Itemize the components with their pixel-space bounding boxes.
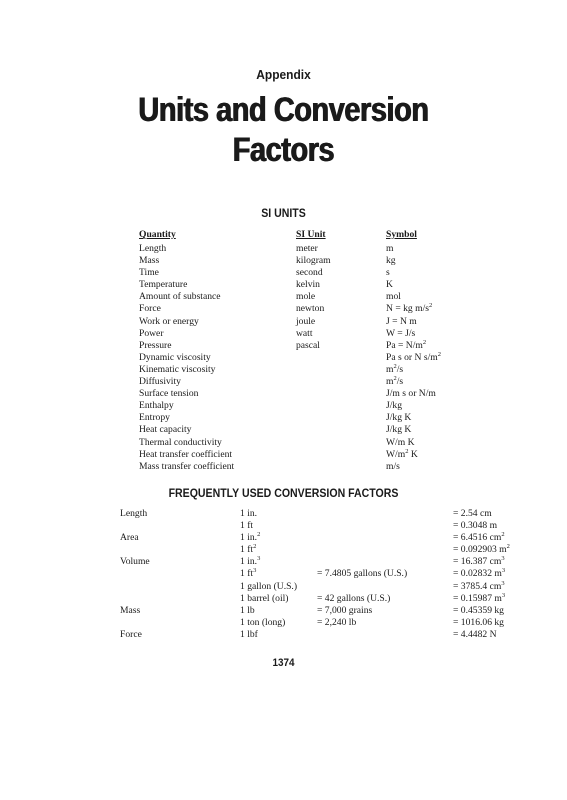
result-text: = 0.092903 m	[453, 544, 507, 556]
quantity-cell: Thermal conductivity	[139, 436, 222, 448]
si-table-header	[0, 229, 567, 243]
quantity-cell: Area	[120, 532, 139, 544]
symbol-cell	[386, 424, 411, 436]
result-exponent: 3	[501, 567, 506, 575]
result-text: = 16.387 cm	[453, 556, 502, 568]
table-row	[0, 400, 567, 412]
unit-exponent: 2	[257, 531, 261, 539]
table-row	[0, 532, 567, 544]
table-row	[0, 568, 567, 580]
si-unit-cell: watt	[296, 327, 313, 339]
unit-exponent: 2	[253, 543, 257, 551]
table-row	[0, 340, 567, 352]
result-exponent: 3	[501, 591, 506, 599]
quantity-cell: Pressure	[139, 339, 172, 351]
symbol-text: m	[386, 243, 394, 254]
unit-cell	[240, 532, 260, 544]
unit-cell	[240, 556, 260, 568]
quantity-cell: Mass transfer coefficient	[139, 460, 235, 472]
si-units-table	[0, 229, 567, 473]
table-row	[0, 328, 567, 340]
unit-cell	[240, 629, 258, 641]
quantity-cell: Amount of substance	[139, 291, 221, 303]
equivalent-cell: = 7,000 grains	[317, 604, 373, 616]
table-row	[0, 352, 567, 364]
table-row	[0, 449, 567, 461]
table-row	[0, 508, 567, 520]
table-row	[0, 593, 567, 605]
symbol-exponent: 2	[393, 375, 397, 383]
result-text: = 0.02832 m	[453, 568, 502, 580]
result-cell	[453, 629, 497, 641]
quantity-cell: Heat capacity	[139, 424, 192, 436]
si-unit-cell: kelvin	[296, 279, 320, 291]
page-number: 1374	[272, 657, 295, 669]
symbol-text: s	[386, 267, 390, 279]
symbol-text: Pa s or N s/m	[386, 351, 438, 363]
quantity-cell: Length	[120, 508, 148, 519]
table-row	[0, 388, 567, 400]
quantity-cell: Work or energy	[139, 315, 199, 327]
si-unit-cell: kilogram	[296, 255, 331, 267]
table-row	[0, 424, 567, 436]
result-exponent: 2	[501, 531, 505, 539]
quantity-cell: Force	[139, 303, 161, 315]
result-text: = 3785.4 cm	[453, 580, 502, 592]
unit-cell	[240, 581, 297, 593]
result-cell	[453, 605, 504, 617]
result-text: = 2.54 cm	[453, 508, 492, 519]
header-symbol: Symbol	[386, 229, 417, 240]
quantity-cell: Enthalpy	[139, 400, 174, 412]
result-text: = 1016.06 kg	[453, 616, 504, 628]
result-cell	[453, 556, 505, 568]
result-text: = 6.4516 cm	[453, 532, 502, 544]
symbol-exponent: 2	[422, 338, 427, 346]
symbol-text: Pa = N/m	[386, 339, 423, 351]
result-text: = 0.15987 m	[453, 592, 502, 604]
result-exponent: 3	[501, 555, 505, 563]
quantity-cell: Surface tension	[139, 388, 199, 400]
quantity-cell: Mass	[139, 255, 160, 267]
unit-exponent: 3	[257, 555, 261, 563]
symbol-cell	[386, 255, 396, 267]
table-row	[0, 279, 567, 291]
quantity-cell: Mass	[120, 604, 141, 616]
unit-cell	[240, 520, 253, 532]
symbol-text: kg	[386, 255, 396, 267]
unit-exponent: 3	[253, 567, 257, 575]
unit-text: 1 in.	[240, 556, 258, 568]
quantity-cell: Temperature	[139, 279, 188, 291]
quantity-cell: Entropy	[139, 412, 170, 424]
quantity-cell: Dynamic viscosity	[139, 351, 211, 363]
symbol-exponent: 2	[393, 362, 397, 370]
table-row	[0, 412, 567, 424]
si-unit-cell: newton	[296, 303, 325, 315]
table-row	[0, 255, 567, 267]
title-line-1: Units and Conversion	[138, 91, 429, 129]
unit-text: 1 in.	[240, 532, 258, 544]
symbol-cell	[386, 279, 393, 291]
table-row	[0, 581, 567, 593]
table-row	[0, 376, 567, 388]
quantity-cell: Kinematic viscosity	[139, 363, 216, 375]
symbol-text: W = J/s	[386, 327, 416, 339]
quantity-cell: Heat transfer coefficient	[139, 448, 233, 460]
symbol-text: m	[386, 376, 394, 388]
symbol-cell	[386, 388, 436, 400]
symbol-cell	[386, 291, 401, 303]
quantity-cell: Time	[139, 267, 159, 279]
symbol-suffix: /s	[396, 363, 404, 375]
appendix-label: Appendix	[256, 67, 311, 82]
result-exponent: 3	[501, 579, 505, 587]
si-units-heading: SI UNITS	[261, 206, 306, 220]
result-text: = 0.3048 m	[453, 520, 498, 532]
symbol-text: J/kg K	[386, 424, 412, 436]
quantity-cell: Volume	[120, 556, 150, 568]
symbol-suffix: K	[408, 448, 418, 460]
symbol-cell	[386, 412, 411, 424]
unit-text: 1 lbf	[240, 628, 258, 640]
si-unit-cell: mole	[296, 291, 316, 303]
unit-cell	[240, 508, 257, 520]
table-row	[0, 243, 567, 255]
quantity-cell: Power	[139, 327, 164, 339]
result-exponent: 2	[506, 543, 510, 551]
symbol-exponent: 2	[437, 350, 441, 358]
symbol-cell	[386, 328, 415, 340]
unit-cell	[240, 544, 256, 556]
unit-text: 1 ft	[240, 568, 254, 580]
table-row	[0, 629, 567, 641]
result-text: = 4.4482 N	[453, 628, 497, 640]
result-cell	[453, 617, 504, 629]
symbol-cell	[386, 303, 432, 315]
si-unit-cell: joule	[296, 315, 316, 327]
symbol-cell	[386, 437, 415, 449]
table-row	[0, 267, 567, 279]
symbol-cell	[386, 449, 418, 461]
unit-cell	[240, 617, 285, 629]
symbol-exponent: 2	[429, 302, 433, 310]
header-quantity: Quantity	[139, 229, 176, 240]
symbol-text: J/m s or N/m	[386, 388, 436, 400]
table-row	[0, 605, 567, 617]
unit-text: 1 lb	[240, 604, 255, 616]
unit-cell	[240, 568, 256, 580]
header-si-unit: SI Unit	[296, 229, 326, 240]
table-row	[0, 461, 567, 473]
title-line-2: Factors	[232, 131, 335, 169]
symbol-cell	[386, 400, 402, 412]
quantity-cell: Length	[139, 243, 167, 254]
symbol-text: m	[386, 363, 394, 375]
result-cell	[453, 593, 505, 605]
symbol-text: K	[386, 279, 393, 291]
result-cell	[453, 520, 497, 532]
table-row	[0, 364, 567, 376]
symbol-cell	[386, 243, 393, 255]
table-row	[0, 437, 567, 449]
quantity-cell: Force	[120, 628, 142, 640]
result-cell	[453, 508, 492, 520]
unit-text: 1 in.	[240, 508, 258, 519]
table-row	[0, 617, 567, 629]
si-unit-cell: pascal	[296, 339, 320, 351]
table-row	[0, 520, 567, 532]
symbol-text: W/m	[386, 448, 406, 460]
table-row	[0, 291, 567, 303]
symbol-cell	[386, 376, 403, 388]
symbol-text: J/kg K	[386, 412, 412, 424]
quantity-cell: Diffusivity	[139, 376, 181, 388]
unit-text: 1 ft	[240, 520, 254, 532]
unit-text: 1 ft	[240, 544, 254, 556]
symbol-suffix: /s	[396, 376, 404, 388]
si-unit-cell: second	[296, 267, 323, 279]
equivalent-cell: = 42 gallons (U.S.)	[317, 592, 391, 604]
page-title	[43, 90, 525, 170]
table-row	[0, 556, 567, 568]
symbol-exponent: 2	[405, 447, 409, 455]
unit-text: 1 barrel (oil)	[240, 592, 289, 604]
symbol-cell	[386, 340, 426, 352]
result-cell	[453, 581, 505, 593]
result-cell	[453, 532, 505, 544]
table-row	[0, 544, 567, 556]
si-unit-cell: meter	[296, 243, 318, 254]
equivalent-cell: = 7.4805 gallons (U.S.)	[317, 568, 408, 580]
symbol-text: W/m K	[386, 436, 415, 448]
table-row	[0, 303, 567, 315]
symbol-text: J = N m	[386, 315, 417, 327]
unit-text: 1 ton (long)	[240, 616, 286, 628]
symbol-text: mol	[386, 291, 401, 303]
equivalent-cell: = 2,240 lb	[317, 616, 357, 628]
symbol-text: N = kg m/s	[386, 303, 429, 315]
unit-cell	[240, 605, 255, 617]
conversion-factors-heading: FREQUENTLY USED CONVERSION FACTORS	[168, 486, 399, 500]
symbol-text: m/s	[386, 460, 400, 472]
result-cell	[453, 568, 505, 580]
symbol-cell	[386, 461, 400, 473]
symbol-text: J/kg	[386, 400, 402, 412]
symbol-cell	[386, 316, 417, 328]
unit-cell	[240, 593, 288, 605]
table-row	[0, 316, 567, 328]
result-text: = 0.45359 kg	[453, 604, 504, 616]
symbol-cell	[386, 267, 390, 279]
unit-text: 1 gallon (U.S.)	[240, 580, 298, 592]
conversion-factors-table	[0, 508, 567, 641]
